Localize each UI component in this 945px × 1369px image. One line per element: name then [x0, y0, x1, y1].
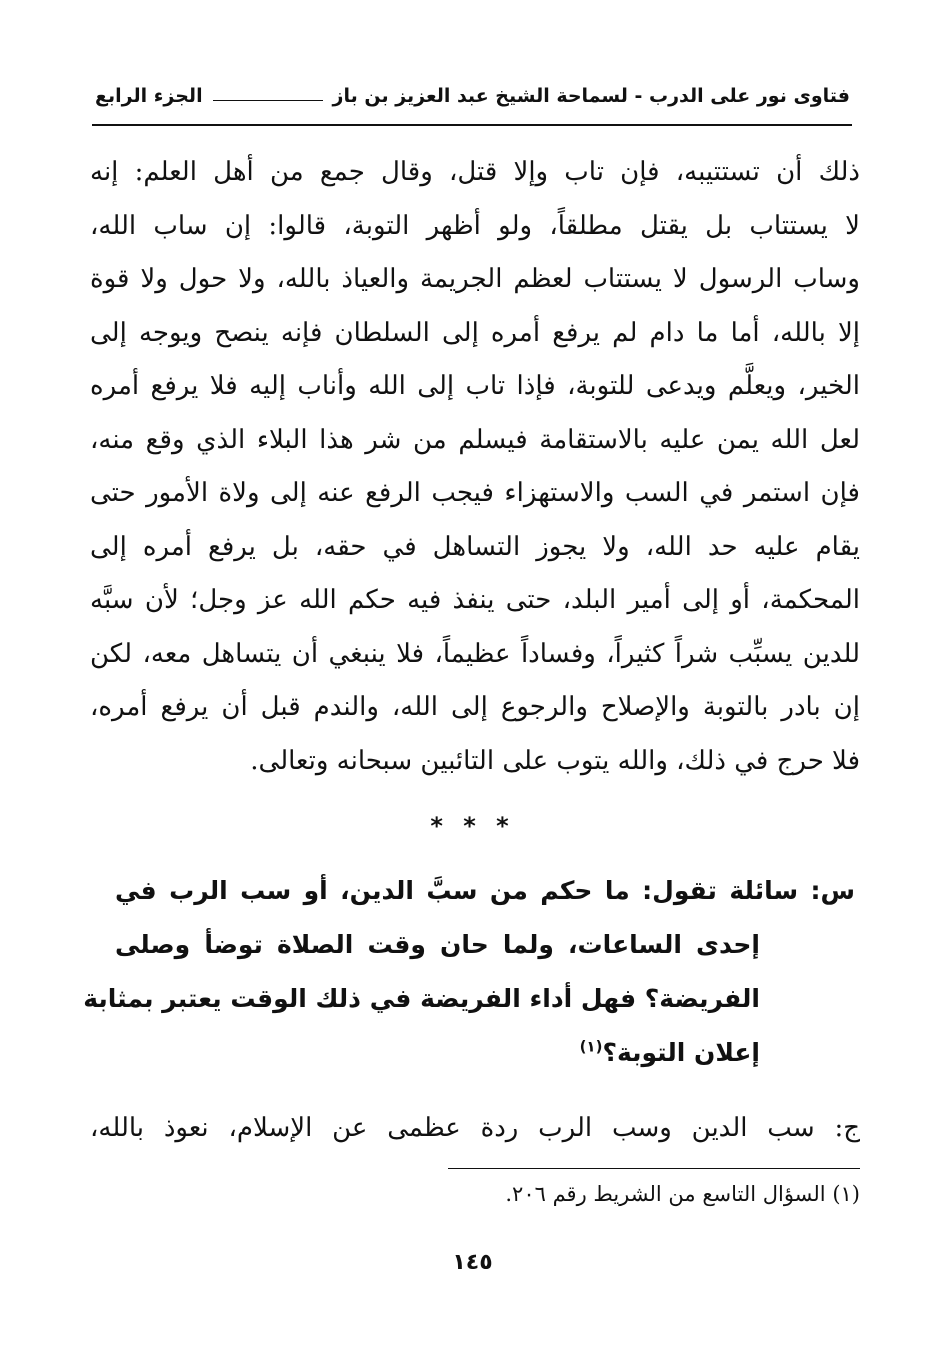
- header-volume-label: الجزء الرابع: [95, 85, 203, 107]
- question-text: سائلة تقول: ما حكم من سبَّ الدين، أو سب الرب في: [115, 876, 799, 905]
- body-line: ذلك أن تستتيبه، فإن تاب وإلا قتل، وقال جمع من أهل العلم: إنه: [90, 157, 860, 187]
- body-line: فلا حرج في ذلك، والله يتوب على التائبين سبحانه وتعالى.: [250, 745, 860, 776]
- answer-text: سب الدين وسب الرب ردة عظمى عن الإسلام، نعوذ بالله،: [90, 1113, 815, 1143]
- body-line: الخير، ويعلَّم ويدعى للتوبة، فإذا تاب إلى الله وأناب إليه فلا يرفع أمره: [90, 371, 860, 401]
- body-line: لا يستتاب بل يقتل مطلقاً، ولو أظهر التوبة، قالوا: إن ساب الله،: [90, 210, 860, 241]
- body-line: وساب الرسول لا يستتاب لعظم الجريمة والعياذ بالله، ولا حول ولا قوة: [90, 264, 860, 294]
- fatwa-body: [90, 146, 860, 788]
- answer-line: [90, 1104, 860, 1152]
- section-separator: * * *: [430, 812, 515, 840]
- body-line: يقام عليه حد الله، ولا يجوز التساهل في حقه، بل يرفع أمره إلى: [90, 531, 860, 562]
- question-line: الفريضة؟ فهل أداء الفريضة في ذلك الوقت يعتبر بمثابة: [83, 984, 760, 1013]
- footnote-reference: (١): [579, 1037, 603, 1056]
- answer-label: ج:: [834, 1113, 860, 1143]
- question-block: [83, 864, 855, 1080]
- question-line: إحدى الساعات، ولما حان وقت الصلاة توضأ وصلى: [115, 930, 760, 959]
- header-divider: [92, 124, 852, 126]
- header-rule: [213, 100, 323, 101]
- header-book-title: فتاوى نور على الدرب - لسماحة الشيخ عبد العزيز بن باز: [332, 85, 850, 107]
- body-line: إلا بالله، أما ما دام لم يرفع أمره إلى السلطان فإنه ينصح ويوجه إلى: [90, 317, 860, 348]
- page-number: ١٤٥: [452, 1250, 493, 1275]
- body-line: لعل الله يمن عليه بالاستقامة فيسلم من شر هذا البلاء الذي وقع منه،: [90, 424, 860, 455]
- question-line: [115, 1026, 855, 1080]
- question-line: [115, 864, 855, 918]
- body-line: إن بادر بالتوبة والإصلاح والرجوع إلى الله، والندم قبل أن يرفع أمره،: [90, 692, 860, 722]
- footnote-divider: [448, 1168, 860, 1169]
- question-label: س:: [810, 876, 855, 905]
- body-line: للدين يسبِّب شراً كثيراً، وفساداً عظيماً، فلا ينبغي أن يتساهل معه، لكن: [90, 638, 860, 669]
- body-line: المحكمة، أو إلى أمير البلد، حتى ينفذ فيه حكم الله عز وجل؛ لأن سبَّه: [90, 585, 860, 615]
- footnote: (١) السؤال التاسع من الشريط رقم ٢٠٦.: [505, 1182, 860, 1206]
- running-header: [95, 78, 850, 114]
- body-line: فإن استمر في السب والاستهزاء فيجب الرفع عنه إلى ولاة الأمور حتى: [90, 478, 860, 508]
- question-text: إعلان التوبة؟: [602, 1038, 760, 1067]
